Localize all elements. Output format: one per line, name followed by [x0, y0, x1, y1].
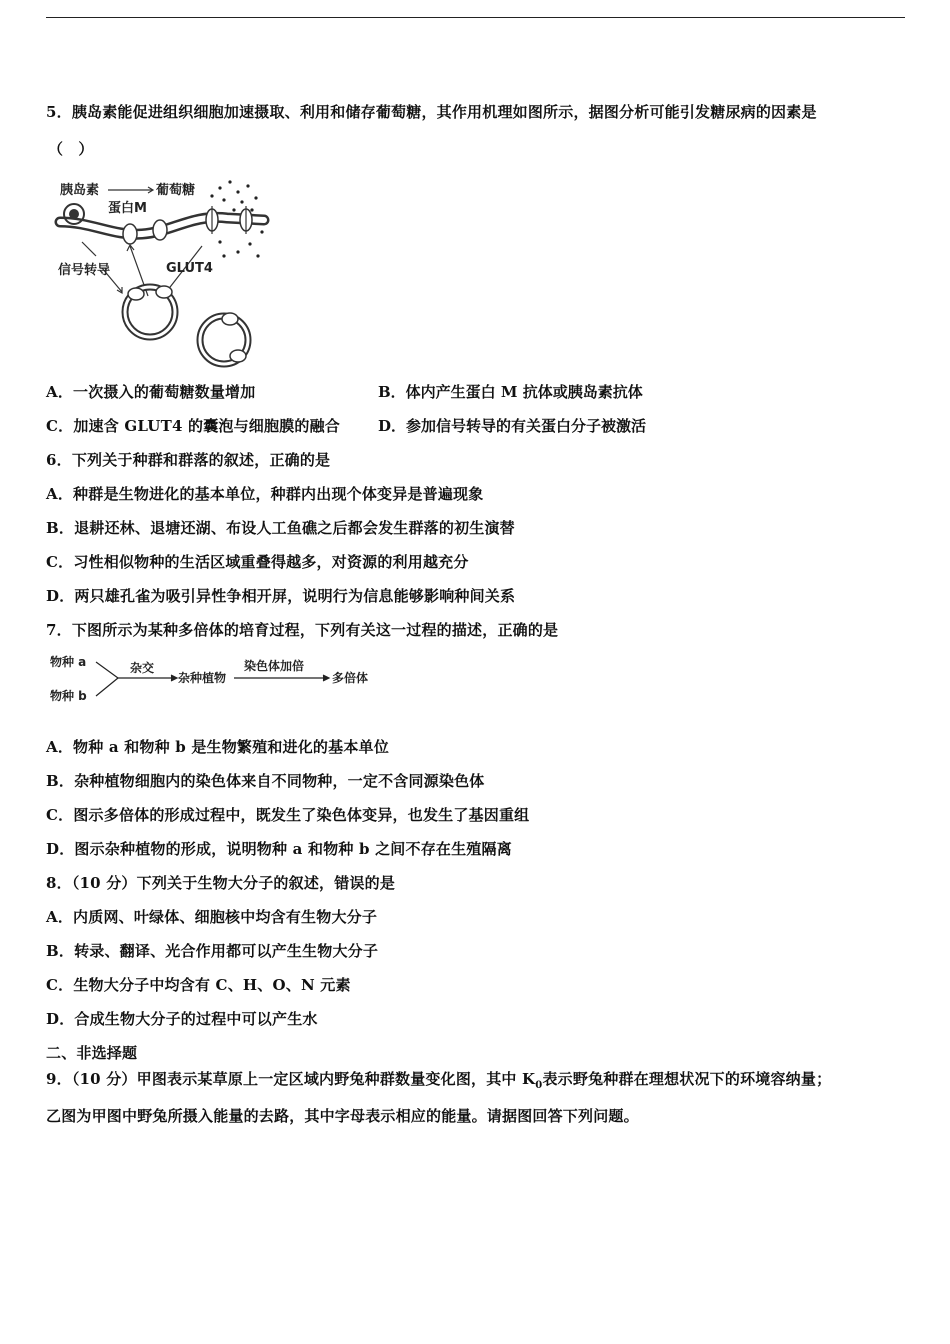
- label-insulin: 胰岛素: [60, 183, 100, 198]
- q6-option-b: B．退耕还林、退塘还湖、布设人工鱼礁之后都会发生群落的初生演替: [46, 519, 515, 537]
- q7-option-d: D．图示杂种植物的形成，说明物种 a 和物种 b 之间不存在生殖隔离: [46, 840, 512, 858]
- section-heading: 二、非选择题: [46, 1044, 138, 1062]
- q5-option-d: D．参加信号转导的有关蛋白分子被激活: [378, 417, 647, 435]
- label-polyploid: 多倍体: [332, 671, 369, 685]
- q9-stem-line1: [46, 1069, 831, 1096]
- q8-option-b: B．转录、翻译、光合作用都可以产生生物大分子: [46, 942, 379, 960]
- q9-k-subscript: 0: [535, 1080, 543, 1091]
- q8-option-a: A．内质网、叶绿体、细胞核中均含有生物大分子: [46, 908, 378, 926]
- q8-option-d: D．合成生物大分子的过程中可以产生水: [46, 1010, 318, 1028]
- label-glut4: GLUT4: [166, 261, 213, 276]
- label-doubling: 染色体加倍: [244, 659, 305, 673]
- q7-figure: [48, 652, 388, 708]
- q5-option-a: A．一次摄入的葡萄糖数量增加: [46, 383, 256, 401]
- arrow-cross-icon: [171, 675, 177, 681]
- label-cross: 杂交: [130, 661, 155, 675]
- q5-option-b: B．体内产生蛋白 M 抗体或胰岛素抗体: [378, 383, 643, 401]
- q7-option-c: C．图示多倍体的形成过程中，既发生了染色体变异，也发生了基因重组: [46, 806, 530, 824]
- q7-stem: 7．下图所示为某种多倍体的培育过程，下列有关这一过程的描述，正确的是: [46, 621, 559, 639]
- q5-stem: 5．胰岛素能促进组织细胞加速摄取、利用和储存葡萄糖，其作用机理如图所示，据图分析可能引发糖尿病的因素是: [46, 103, 817, 121]
- arrow-doubling-icon: [323, 675, 329, 681]
- label-protein-m: 蛋白M: [108, 201, 147, 216]
- label-glucose: 葡萄糖: [156, 183, 196, 198]
- label-species-a: 物种 a: [50, 655, 87, 669]
- q5-option-c: C．加速含 GLUT4 的囊泡与细胞膜的融合: [46, 417, 341, 435]
- q7-option-a: A．物种 a 和物种 b 是生物繁殖和进化的基本单位: [46, 738, 389, 756]
- label-signal: 信号转导: [58, 263, 111, 278]
- q5-figure: [52, 176, 272, 372]
- q6-option-a: A．种群是生物进化的基本单位，种群内出现个体变异是普遍现象: [46, 485, 484, 503]
- q8-option-c: C．生物大分子中均含有 C、H、O、N 元素: [46, 976, 351, 994]
- q6-stem: 6．下列关于种群和群落的叙述，正确的是: [46, 451, 331, 469]
- q9-stem-part2: 表示野兔种群在理想状况下的环境容纳量；: [542, 1070, 832, 1088]
- q9-stem-line2: 乙图为甲图中野兔所摄入能量的去路，其中字母表示相应的能量。请据图回答下列问题。: [46, 1107, 639, 1125]
- q8-stem: 8．（10 分）下列关于生物大分子的叙述，错误的是: [46, 874, 396, 892]
- q6-option-d: D．两只雄孔雀为吸引异性争相开屏，说明行为信息能够影响种间关系: [46, 587, 516, 605]
- q5-answer-paren: （ ）: [48, 140, 94, 158]
- label-hybrid: 杂种植物: [178, 671, 227, 685]
- q6-option-c: C．习性相似物种的生活区域重叠得越多，对资源的利用越充分: [46, 553, 469, 571]
- label-species-b: 物种 b: [50, 689, 87, 703]
- header-rule: [46, 17, 905, 18]
- q9-stem-part1: 9．（10 分）甲图表示某草原上一定区域内野兔种群数量变化图，其中 K: [46, 1070, 536, 1088]
- q7-option-b: B．杂种植物细胞内的染色体来自不同物种，一定不含同源染色体: [46, 772, 485, 790]
